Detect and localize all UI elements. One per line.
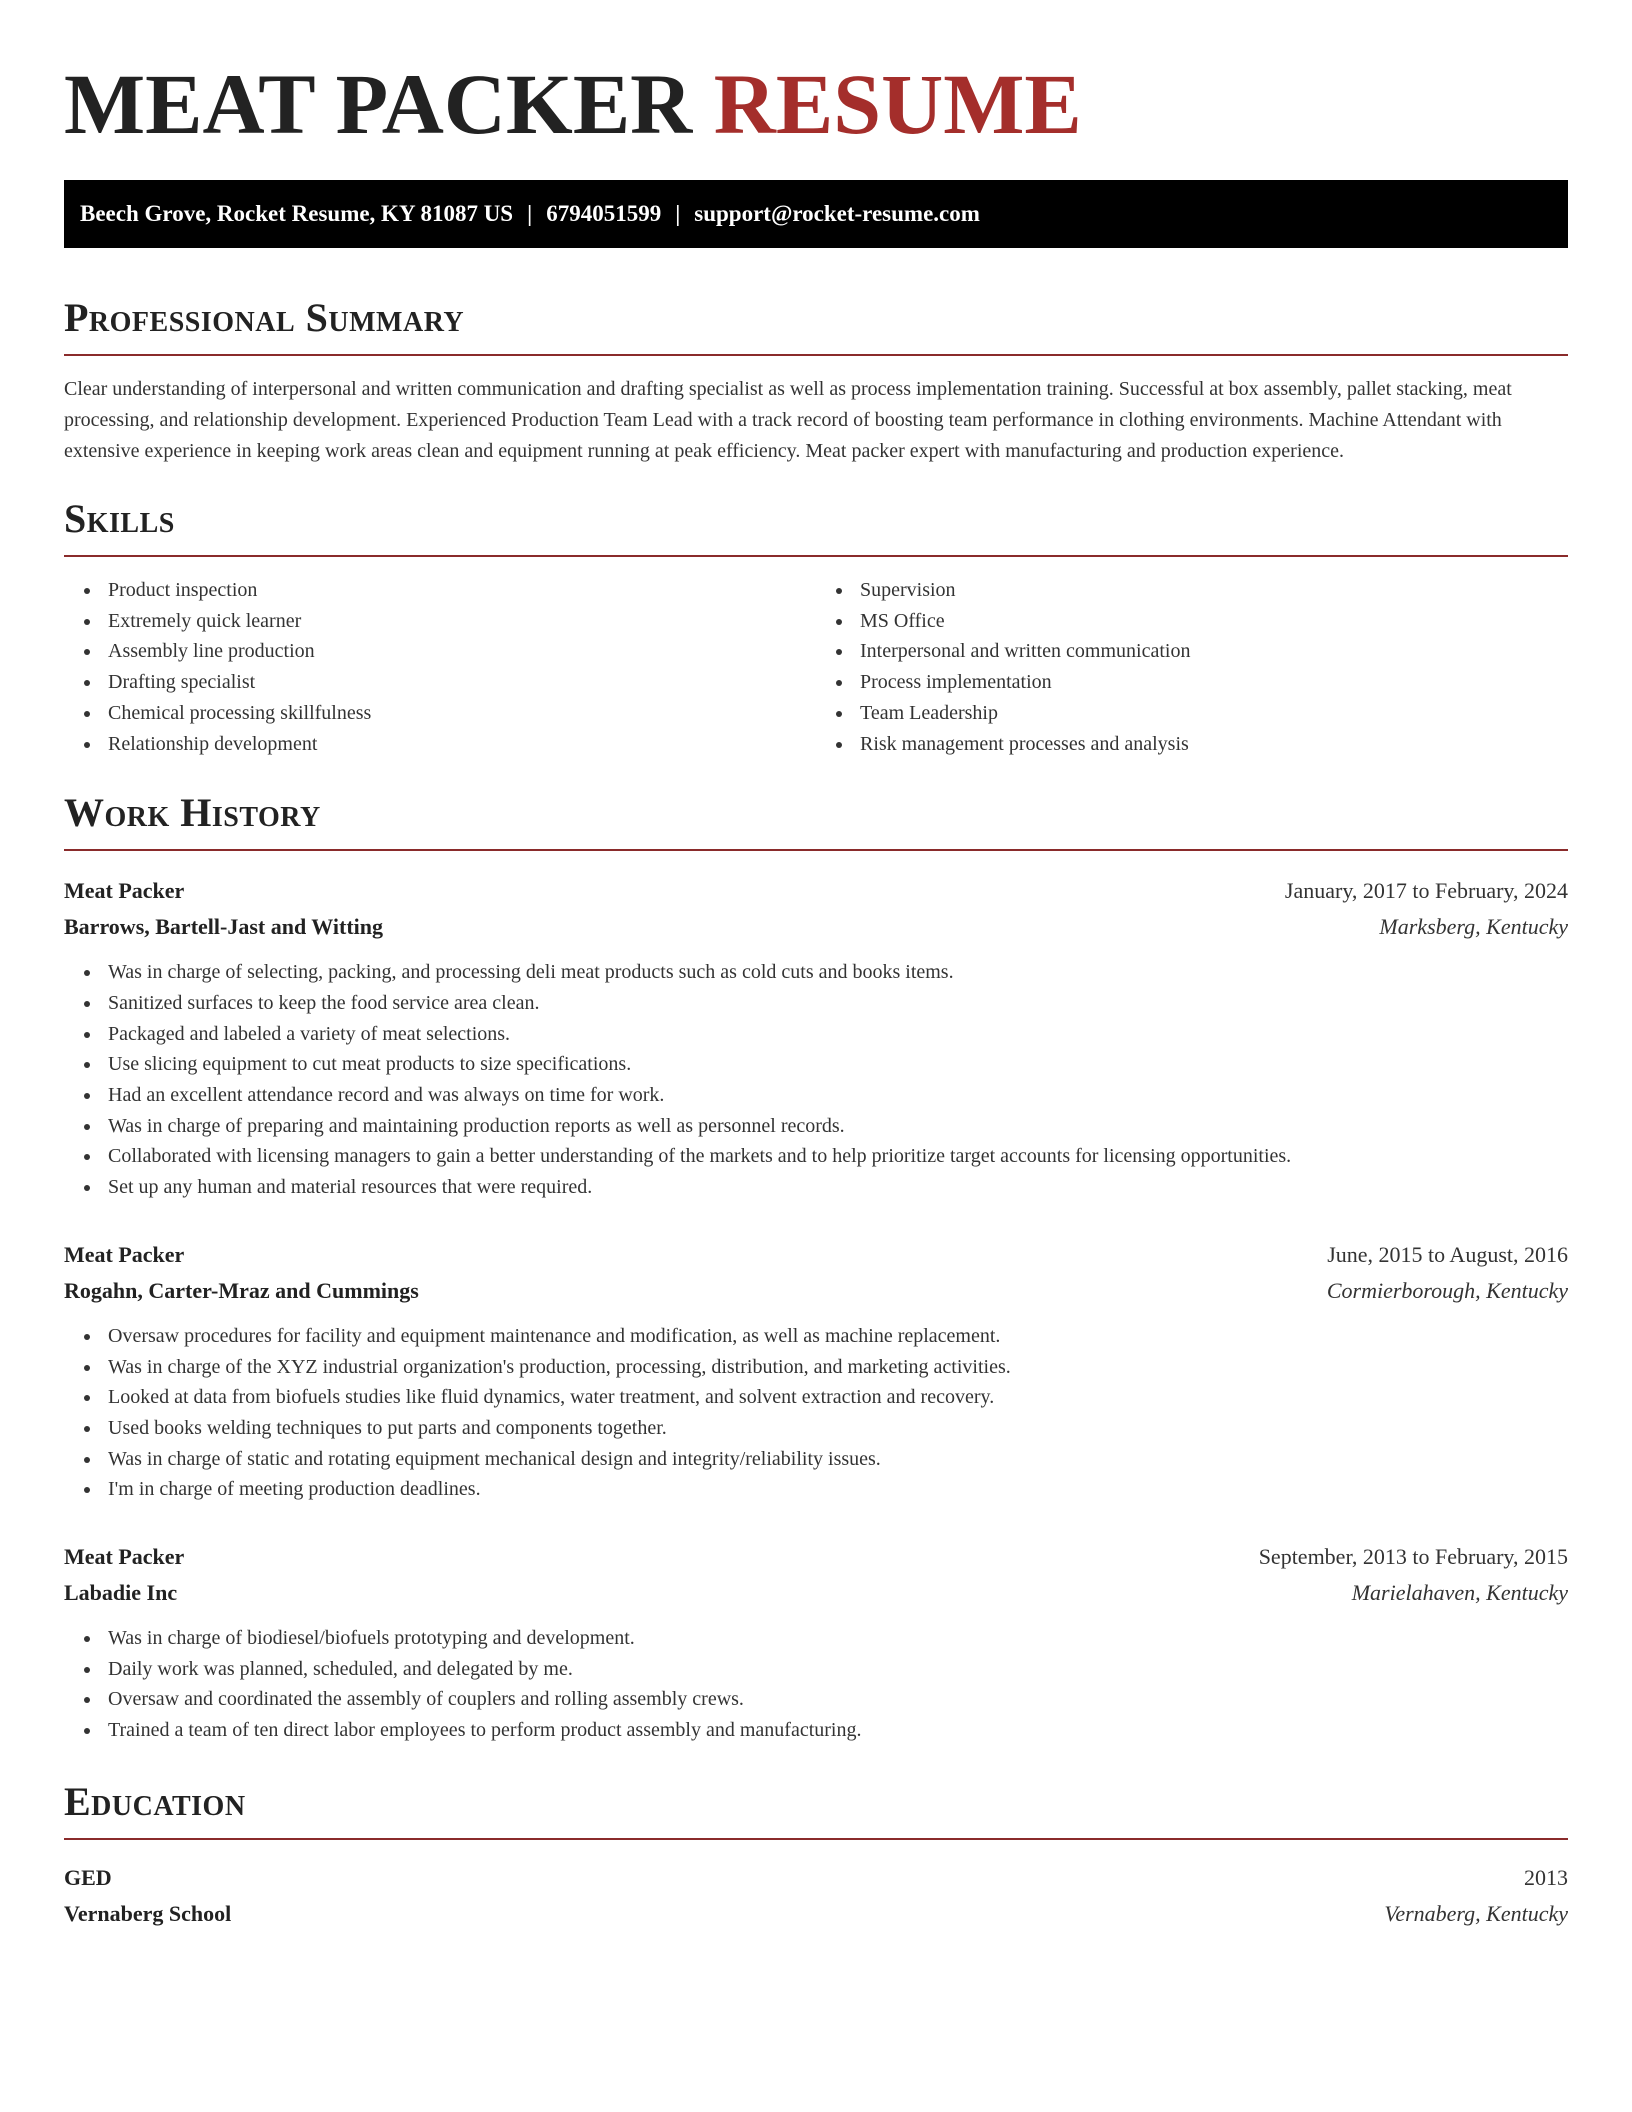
duty-item: Set up any human and material resources that were required.: [108, 1172, 1568, 1203]
contact-bar: [64, 180, 1568, 248]
contact-email[interactable]: support@rocket-resume.com: [694, 201, 980, 226]
skill-item: Relationship development: [108, 729, 816, 760]
job-duties: [64, 1623, 1568, 1746]
section-divider: [64, 354, 1568, 356]
job-title: Meat Packer: [64, 1241, 185, 1267]
skill-item: Assembly line production: [108, 636, 816, 667]
job-dates: January, 2017 to February, 2024: [1284, 878, 1568, 904]
contact-phone[interactable]: 6794051599: [546, 201, 662, 226]
duty-item: Was in charge of selecting, packing, and processing deli meat products such as cold cuts and books items.: [108, 957, 1568, 988]
duty-item: Was in charge of biodiesel/biofuels prototyping and development.: [108, 1623, 1568, 1654]
skills-section: [64, 495, 1568, 759]
duty-item: Daily work was planned, scheduled, and delegated by me.: [108, 1654, 1568, 1685]
education-school-row: [64, 1896, 1568, 1932]
skill-item: Extremely quick learner: [108, 606, 816, 637]
education-section: [64, 1778, 1568, 1932]
section-divider: [64, 555, 1568, 557]
work-history-section: [64, 789, 1568, 1746]
job-title: Meat Packer: [64, 1544, 185, 1570]
education-location: Vernaberg, Kentucky: [1384, 1900, 1568, 1926]
job-company-row: [64, 1575, 1568, 1611]
education-degree: GED: [64, 1864, 112, 1890]
job-dates: September, 2013 to February, 2015: [1258, 1544, 1568, 1570]
skills-heading: Skills: [64, 496, 175, 541]
duty-item: Collaborated with licensing managers to gain a better understanding of the markets and to help prioritize target accounts for licensing opportunities.: [108, 1141, 1568, 1172]
job-location: Cormierborough, Kentucky: [1326, 1277, 1568, 1303]
job-entry: [64, 1539, 1568, 1746]
work-history-heading: Work History: [64, 790, 321, 836]
job-company: Rogahn, Carter-Mraz and Cummings: [64, 1277, 419, 1303]
contact-separator: |: [675, 201, 681, 226]
job-location: Marielahaven, Kentucky: [1351, 1580, 1568, 1606]
skill-item: Drafting specialist: [108, 667, 816, 698]
job-entry: [64, 873, 1568, 1203]
section-divider: [64, 1838, 1568, 1840]
resume-title: [64, 0, 1568, 154]
skill-item: Interpersonal and written communication: [860, 636, 1568, 667]
education-year: 2013: [1524, 1864, 1568, 1890]
skills-list-right: [816, 575, 1568, 759]
job-location: Marksberg, Kentucky: [1379, 914, 1568, 940]
duty-item: Looked at data from biofuels studies like fluid dynamics, water treatment, and solvent extraction and recovery.: [108, 1382, 1568, 1413]
skill-item: Supervision: [860, 575, 1568, 606]
duty-item: Use slicing equipment to cut meat products to size specifications.: [108, 1049, 1568, 1080]
summary-section: [64, 294, 1568, 467]
duty-item: I'm in charge of meeting production deadlines.: [108, 1474, 1568, 1505]
duty-item: Was in charge of static and rotating equipment mechanical design and integrity/reliability issues.: [108, 1444, 1568, 1475]
job-company-row: [64, 1273, 1568, 1309]
contact-address: Beech Grove, Rocket Resume, KY 81087 US: [80, 201, 514, 226]
education-school: Vernaberg School: [64, 1900, 232, 1926]
job-company: Barrows, Bartell-Jast and Witting: [64, 914, 384, 940]
job-header-row: [64, 1237, 1568, 1273]
title-accent: RESUME: [713, 56, 1082, 152]
duty-item: Was in charge of preparing and maintaining production reports as well as personnel records.: [108, 1111, 1568, 1142]
title-main: MEAT PACKER: [64, 56, 693, 152]
skill-item: Team Leadership: [860, 698, 1568, 729]
summary-text: Clear understanding of interpersonal and written communication and drafting specialist as well as process implementation training. Successful at box assembly, pallet stacking, meat processing, and relationship development. Experienced Production Team Lead with a track record of boosting team performance in clothing environments. Machine Attendant with extensive experience in keeping work areas clean and equipment running at peak efficiency. Meat packer expert with manufacturing and production experience.: [64, 378, 1512, 462]
job-duties: [64, 1321, 1568, 1505]
education-heading: Education: [64, 1778, 246, 1824]
duty-item: Oversaw procedures for facility and equipment maintenance and modification, as well as machine replacement.: [108, 1321, 1568, 1352]
duty-item: Trained a team of ten direct labor employees to perform product assembly and manufacturing.: [108, 1715, 1568, 1746]
education-entry: [64, 1860, 1568, 1932]
job-entry: [64, 1237, 1568, 1505]
job-header-row: [64, 1539, 1568, 1575]
summary-heading: Professional Summary: [64, 295, 465, 340]
section-divider: [64, 849, 1568, 851]
duty-item: Packaged and labeled a variety of meat selections.: [108, 1019, 1568, 1050]
job-company: Labadie Inc: [64, 1580, 178, 1606]
duty-item: Used books welding techniques to put parts and components together.: [108, 1413, 1568, 1444]
skill-item: Product inspection: [108, 575, 816, 606]
job-dates: June, 2015 to August, 2016: [1327, 1241, 1568, 1267]
duty-item: Sanitized surfaces to keep the food service area clean.: [108, 988, 1568, 1019]
job-duties: [64, 957, 1568, 1203]
skill-item: MS Office: [860, 606, 1568, 637]
contact-separator: |: [527, 201, 533, 226]
skills-list-left: [64, 575, 816, 759]
job-company-row: [64, 909, 1568, 945]
job-title: Meat Packer: [64, 878, 185, 904]
duty-item: Was in charge of the XYZ industrial organization's production, processing, distribution, and marketing activities.: [108, 1352, 1568, 1383]
duty-item: Oversaw and coordinated the assembly of couplers and rolling assembly crews.: [108, 1684, 1568, 1715]
skill-item: Process implementation: [860, 667, 1568, 698]
skill-item: Chemical processing skillfulness: [108, 698, 816, 729]
skills-columns: [64, 575, 1568, 759]
skill-item: Risk management processes and analysis: [860, 729, 1568, 760]
education-degree-row: [64, 1860, 1568, 1896]
job-header-row: [64, 873, 1568, 909]
duty-item: Had an excellent attendance record and was always on time for work.: [108, 1080, 1568, 1111]
